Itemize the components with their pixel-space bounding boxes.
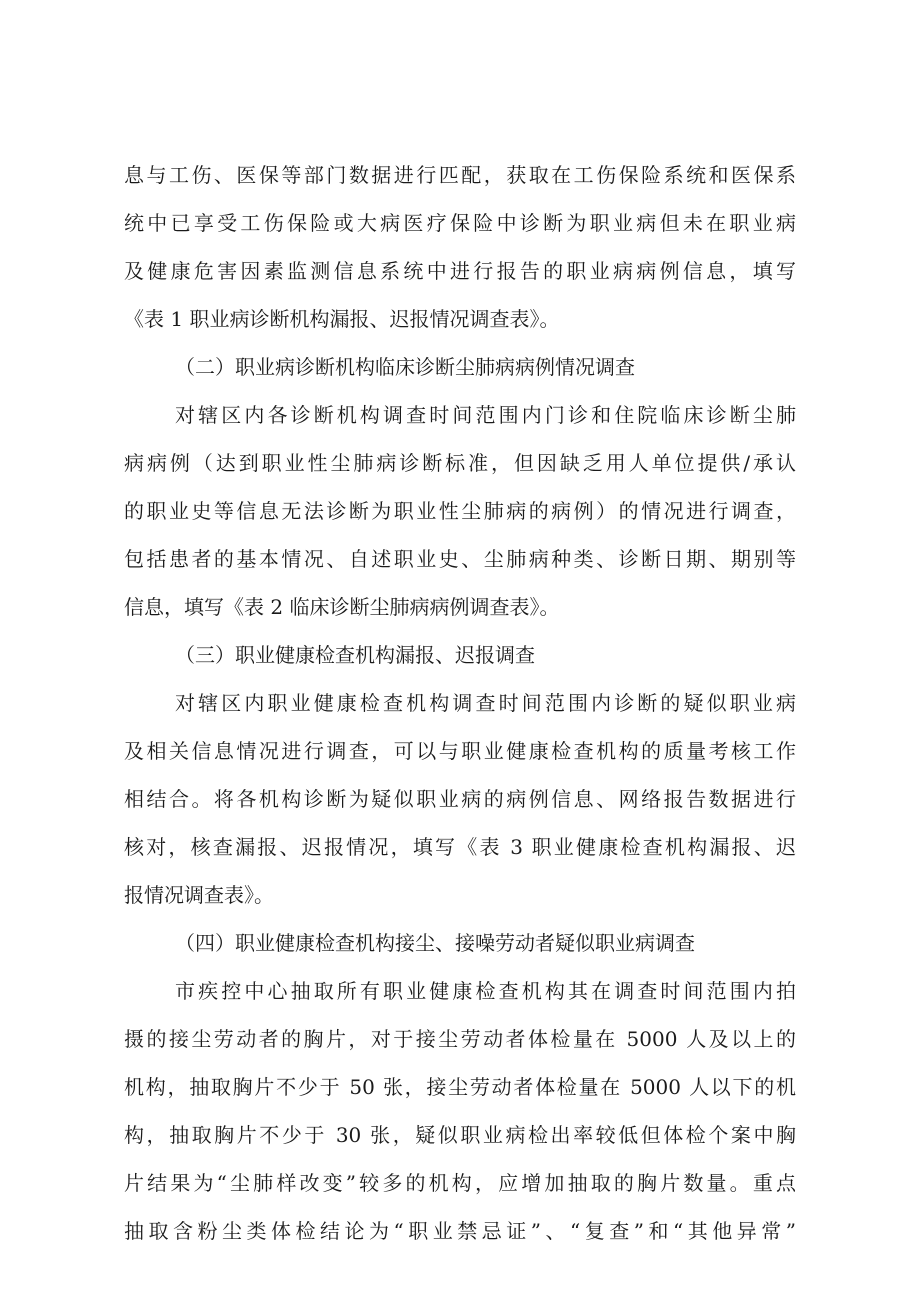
paragraph-1-line-2: 统中已享受工伤保险或大病医疗保险中诊断为职业病但未在职业病 [124, 211, 796, 235]
paragraph-3-line-2: 及相关信息情况进行调查，可以与职业健康检查机构的质量考核工作 [124, 739, 796, 763]
paragraph-4-line-3: 机构，抽取胸片不少于 50 张，接尘劳动者体检量在 5000 人以下的机 [124, 1075, 796, 1099]
paragraph-4-line-4: 构，抽取胸片不少于 30 张，疑似职业病检出率较低但体检个案中胸 [124, 1123, 796, 1147]
paragraph-3-line-3: 相结合。将各机构诊断为疑似职业病的病例信息、网络报告数据进行 [124, 787, 796, 811]
paragraph-4-line-1: 市疾控中心抽取所有职业健康检查机构其在调查时间范围内拍 [175, 979, 796, 1003]
paragraph-3-line-4: 核对，核查漏报、迟报情况，填写《表 3 职业健康检查机构漏报、迟 [124, 835, 796, 859]
paragraph-2-line-4: 包括患者的基本情况、自述职业史、尘肺病种类、诊断日期、期别等 [124, 547, 796, 571]
paragraph-3-line-5: 报情况调查表》。 [124, 883, 274, 907]
section-heading-3: （三）职业健康检查机构漏报、迟报调查 [175, 643, 535, 667]
paragraph-2-line-5: 信息，填写《表 2 临床诊断尘肺病病例调查表》。 [124, 595, 560, 619]
paragraph-1-line-3: 及健康危害因素监测信息系统中进行报告的职业病病例信息，填写 [124, 259, 796, 283]
paragraph-3-line-1: 对辖区内职业健康检查机构调查时间范围内诊断的疑似职业病 [175, 691, 796, 715]
paragraph-4-line-2: 摄的接尘劳动者的胸片，对于接尘劳动者体检量在 5000 人及以上的 [124, 1027, 796, 1051]
paragraph-1-line-4: 《表 1 职业病诊断机构漏报、迟报情况调查表》。 [124, 307, 560, 331]
paragraph-4-line-5: 片结果为“尘肺样改变”较多的机构，应增加抽取的胸片数量。重点 [124, 1171, 796, 1195]
section-heading-4: （四）职业健康检查机构接尘、接噪劳动者疑似职业病调查 [175, 931, 695, 955]
paragraph-4-line-6: 抽取含粉尘类体检结论为“职业禁忌证”、“复查”和“其他异常” [124, 1219, 796, 1243]
paragraph-1-line-1: 息与工伤、医保等部门数据进行匹配，获取在工伤保险系统和医保系 [124, 163, 796, 187]
paragraph-2-line-2: 病病例（达到职业性尘肺病诊断标准，但因缺乏用人单位提供/承认 [124, 451, 796, 475]
paragraph-2-line-1: 对辖区内各诊断机构调查时间范围内门诊和住院临床诊断尘肺 [175, 403, 796, 427]
section-heading-2: （二）职业病诊断机构临床诊断尘肺病病例情况调查 [175, 355, 635, 379]
paragraph-2-line-3: 的职业史等信息无法诊断为职业性尘肺病的病例）的情况进行调查， [124, 499, 796, 523]
